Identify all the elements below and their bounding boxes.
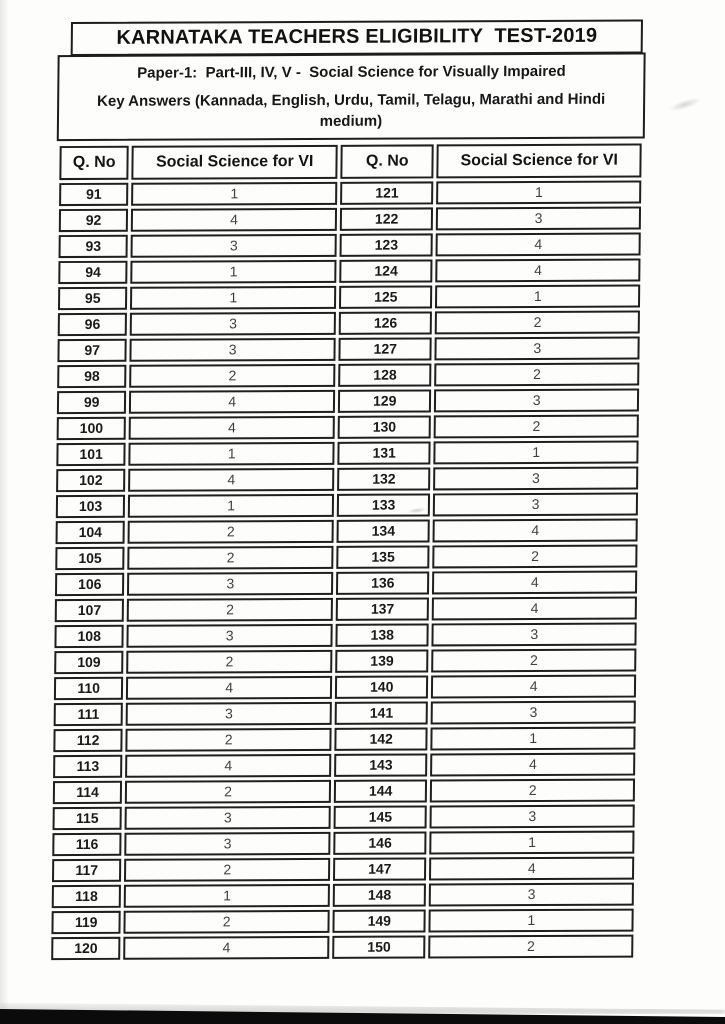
question-number-cell: 137 <box>336 597 430 620</box>
answer-cell: 4 <box>429 857 634 881</box>
answer-cell: 2 <box>432 649 637 673</box>
table-row <box>52 857 634 883</box>
answer-cell: 1 <box>430 831 635 855</box>
table-row <box>52 831 634 857</box>
answer-cell: 2 <box>433 545 638 569</box>
question-number-cell: 123 <box>340 233 434 256</box>
answer-cell: 4 <box>436 259 641 283</box>
question-number-cell: 95 <box>58 287 128 310</box>
answer-cell: 2 <box>128 520 334 544</box>
info-box <box>57 53 646 142</box>
answer-cell: 3 <box>434 389 639 413</box>
question-number-cell: 130 <box>338 415 432 438</box>
question-number-cell: 129 <box>338 389 432 412</box>
question-number-cell: 99 <box>57 391 127 414</box>
answer-cell: 3 <box>131 234 337 258</box>
answer-cell: 3 <box>429 883 634 907</box>
question-number-cell: 140 <box>335 675 429 698</box>
answer-cell: 4 <box>129 390 335 414</box>
table-row <box>54 623 636 649</box>
answer-cell: 3 <box>433 467 638 491</box>
answer-cell: 3 <box>127 572 333 596</box>
paper-content <box>48 20 646 964</box>
answer-cell: 4 <box>431 675 636 699</box>
key-answers-line: Key Answers (Kannada, English, Urdu, Tamil, Telagu, Marathi and Hindi medium) <box>97 90 610 130</box>
question-number-cell: 114 <box>53 781 123 804</box>
question-number-cell: 98 <box>57 365 127 388</box>
answer-cell: 4 <box>124 936 330 960</box>
table-row <box>57 415 639 441</box>
table-row <box>56 519 638 545</box>
answer-cell: 1 <box>129 442 335 466</box>
table-row <box>51 935 633 961</box>
question-number-cell: 102 <box>56 469 126 492</box>
question-number-cell: 120 <box>51 937 121 960</box>
question-number-cell: 91 <box>59 183 129 206</box>
answer-cell: 2 <box>127 598 333 622</box>
answer-cell: 4 <box>128 468 334 492</box>
answer-cell: 3 <box>435 337 640 361</box>
answer-cell: 2 <box>435 311 640 335</box>
subject-column-header: Social Science for VI <box>132 145 338 180</box>
answer-cell: 3 <box>127 624 333 648</box>
question-number-cell: 122 <box>340 207 434 230</box>
table-row <box>59 207 641 233</box>
question-number-cell: 113 <box>53 755 123 778</box>
table-row <box>56 493 638 519</box>
answer-cell: 2 <box>126 650 332 674</box>
question-number-cell: 127 <box>338 337 432 360</box>
answer-cell: 1 <box>434 441 639 465</box>
question-number-cell: 131 <box>337 441 431 464</box>
question-number-cell: 97 <box>57 339 127 362</box>
question-number-cell: 107 <box>55 599 125 622</box>
table-row <box>54 675 636 701</box>
table-row <box>56 441 638 467</box>
answer-cell: 4 <box>436 233 641 257</box>
table-row <box>57 363 639 389</box>
question-number-cell: 141 <box>335 701 429 724</box>
question-number-cell: 134 <box>337 519 431 542</box>
answer-cell: 1 <box>436 181 641 205</box>
answer-cell: 2 <box>125 780 331 804</box>
answer-cell: 3 <box>130 312 336 336</box>
question-number-cell: 104 <box>56 521 126 544</box>
answer-cell: 2 <box>129 364 335 388</box>
table-row <box>57 337 639 363</box>
answer-cell: 3 <box>125 806 331 830</box>
question-number-cell: 133 <box>337 493 431 516</box>
table-row <box>58 311 640 337</box>
answer-cell: 1 <box>131 260 337 284</box>
table-row <box>53 753 635 779</box>
answer-cell: 1 <box>435 285 640 309</box>
question-number-cell: 96 <box>58 313 128 336</box>
answer-cell: 3 <box>432 623 637 647</box>
answer-cell: 3 <box>130 338 336 362</box>
answer-cell: 2 <box>429 935 634 959</box>
header-row <box>59 144 641 181</box>
answer-cell: 3 <box>126 702 332 726</box>
answer-cell: 3 <box>430 805 635 829</box>
answer-cell: 1 <box>131 182 337 206</box>
question-number-cell: 119 <box>51 911 121 934</box>
question-number-cell: 138 <box>335 623 429 646</box>
table-row <box>52 883 634 909</box>
answer-cell: 4 <box>131 208 337 232</box>
question-number-cell: 92 <box>59 209 129 232</box>
question-number-cell: 124 <box>339 259 433 282</box>
answer-cell: 4 <box>433 519 638 543</box>
table-row <box>53 727 635 753</box>
table-row <box>55 545 637 571</box>
question-number-cell: 146 <box>333 831 427 854</box>
answer-cell: 3 <box>431 701 636 725</box>
question-number-cell: 118 <box>52 885 122 908</box>
question-number-cell: 126 <box>339 311 433 334</box>
question-number-cell: 136 <box>336 571 430 594</box>
question-number-cell: 135 <box>336 545 430 568</box>
qno-column-header: Q. No <box>340 144 434 178</box>
question-number-cell: 116 <box>52 833 122 856</box>
question-number-cell: 128 <box>338 363 432 386</box>
question-number-cell: 112 <box>53 729 123 752</box>
answer-cell: 2 <box>434 415 639 439</box>
title-box <box>71 20 643 56</box>
answer-cell: 4 <box>432 571 637 595</box>
question-number-cell: 117 <box>52 859 122 882</box>
answer-cell: 2 <box>126 728 332 752</box>
question-number-cell: 149 <box>332 909 426 932</box>
paper-subtitle: Paper-1: Part-III, IV, V - Social Science for Visually Impaired <box>137 62 566 82</box>
answer-cell: 2 <box>435 363 640 387</box>
answer-cell: 4 <box>129 416 335 440</box>
question-number-cell: 108 <box>54 625 124 648</box>
document-title: KARNATAKA TEACHERS ELIGIBILITY TEST-2019 <box>116 24 598 49</box>
answer-cell: 3 <box>436 207 641 231</box>
answer-cell: 4 <box>125 754 331 778</box>
answer-cell: 1 <box>128 494 334 518</box>
key-answers-table <box>48 141 645 964</box>
question-number-cell: 103 <box>56 495 126 518</box>
answer-cell: 4 <box>432 597 637 621</box>
answer-cell: 2 <box>124 910 330 934</box>
answer-cell: 4 <box>431 753 636 777</box>
answer-cell: 4 <box>126 676 332 700</box>
table-row <box>59 233 641 259</box>
table-row <box>55 597 637 623</box>
answer-cell: 3 <box>433 493 638 517</box>
question-number-cell: 147 <box>333 857 427 880</box>
table-row <box>55 571 637 597</box>
table-row <box>54 649 636 675</box>
answer-cell: 1 <box>124 884 330 908</box>
question-number-cell: 101 <box>56 443 126 466</box>
question-number-cell: 143 <box>334 753 428 776</box>
table-row <box>53 779 635 805</box>
question-number-cell: 110 <box>54 677 124 700</box>
table-row <box>58 259 640 285</box>
question-number-cell: 100 <box>57 417 127 440</box>
table-row <box>58 285 640 311</box>
scan-smudge-artifact <box>667 95 702 114</box>
answer-cell: 2 <box>430 779 635 803</box>
question-number-cell: 145 <box>334 805 428 828</box>
qno-column-header: Q. No <box>59 146 129 180</box>
table-row <box>57 389 639 415</box>
answer-cell: 1 <box>130 286 336 310</box>
answer-cell: 1 <box>431 727 636 751</box>
question-number-cell: 109 <box>54 651 124 674</box>
question-number-cell: 115 <box>53 807 123 830</box>
table-row <box>56 467 638 493</box>
table-row <box>51 909 633 935</box>
answer-cell: 2 <box>128 546 334 570</box>
table-row <box>53 805 635 831</box>
question-number-cell: 144 <box>334 779 428 802</box>
question-number-cell: 148 <box>333 883 427 906</box>
question-number-cell: 125 <box>339 285 433 308</box>
question-number-cell: 93 <box>59 235 129 258</box>
answer-cell: 1 <box>429 909 634 933</box>
answer-cell: 2 <box>124 858 330 882</box>
scanner-left-edge-shading <box>0 0 9 1024</box>
question-number-cell: 106 <box>55 573 125 596</box>
question-number-cell: 105 <box>55 547 125 570</box>
table-row <box>54 701 636 727</box>
answer-cell: 3 <box>125 832 331 856</box>
question-number-cell: 150 <box>332 935 426 958</box>
subject-column-header: Social Science for VI <box>437 144 642 179</box>
question-number-cell: 111 <box>54 703 124 726</box>
question-number-cell: 94 <box>58 261 128 284</box>
question-number-cell: 139 <box>335 649 429 672</box>
question-number-cell: 142 <box>334 727 428 750</box>
table-row <box>59 181 641 207</box>
question-number-cell: 132 <box>337 467 431 490</box>
question-number-cell: 121 <box>340 181 434 204</box>
